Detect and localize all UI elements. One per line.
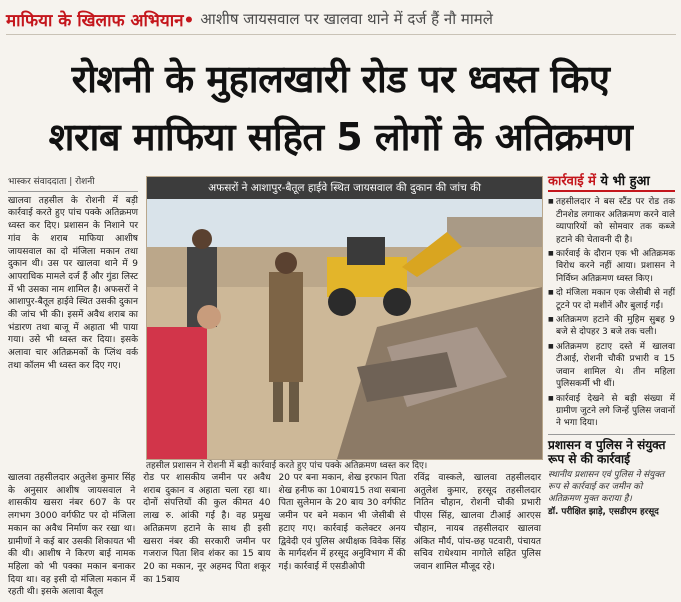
sidebar-title-plain: ये भी हुआ	[600, 174, 650, 189]
sidebar-item: ■ दो मंजिला मकान एक जेसीबी से नहीं टूटने पर दो मशीनें और बुलाई गईं।	[548, 287, 675, 312]
sidebar-item: ■ अतिक्रमण हटाने की मुहिम सुबह 9 बजे से दोपहर 3 बजे तक चली।	[548, 314, 675, 339]
sidebar-item: ■ कार्रवाई देखने से बड़ी संख्या में ग्रामीण जुटने लगे जिन्हें पुलिस जवानों ने भगा दिया।	[548, 393, 675, 430]
quote-attribution: डॉ. परीक्षित झाड़े, एसडीएम हरसूद	[548, 506, 659, 517]
campaign-label: माफिया के खिलाफ अभियान•	[6, 10, 195, 31]
bottom-column-1: खालवा तहसीलदार अतुलेश कुमार सिंह के अनुसार आशीष जायसवाल ने शासकीय खसरा नंबर 607 के पर लगभग 3000 वर्गफीट पर दो मंजिला मकान का अवैध निर्माण कर रखा था। ग्रामीणों ने कई बार उसकी शिकायत भी की थी। आशीष ने किरण बाई नामक महिला को भी पक्का मकान बनाकर दिया था। वह इसी दो मंजिला मकान में रहती थी। इसके अलावा बैतूल	[8, 473, 136, 598]
sidebar-list	[548, 196, 675, 429]
sidebar-box	[548, 176, 675, 518]
sidebar-item: ■ तहसीलदार ने बस स्टैंड पर रोड तक टीनशेड लगाकर अतिक्रमण करने वाले व्यापारियों को सोमवार तक कब्जे हटाने की चेतावनी दी है।	[548, 196, 675, 246]
left-column	[8, 176, 138, 373]
headline-line-2: शराब माफिया सहित 5 लोगों के अतिक्रमण	[48, 115, 633, 159]
sidebar-title	[548, 176, 675, 192]
sidebar-title-red: कार्रवाई में	[548, 174, 596, 189]
photo-title: अफसरों ने आशापुर-बैतूल हाईवे स्थित जायसवाल की दुकान की जांच की	[147, 177, 542, 199]
byline: भास्कर संवाददाता | रोशनी	[8, 176, 138, 192]
kicker-bar	[6, 4, 676, 35]
bottom-columns	[8, 472, 541, 599]
joint-action-subhead: प्रशासन व पुलिस ने संयुक्त रूप से की कार्रवाई	[548, 434, 675, 466]
news-photo	[146, 176, 543, 460]
bottom-column-4: रविंद्र वास्कले, खालवा तहसीलदार अतुलेश कुमार, हरसूद तहसीलदार नितिन चौहान, रोशनी चौकी प्रभारी पीएस सिंह, खालवा टीआई आरएस चौहान, नायब तहसीलदार खालवा अंकित मौर्य, पांच-छह पटवारी, पंचायत सचिव राधेश्याम नागोले सहित पुलिस जवान शामिल मौजूद रहे।	[413, 473, 541, 572]
sdm-quote: स्थानीय प्रशासन एवं पुलिस ने संयुक्त रूप से कार्रवाई कर जमीन को अतिक्रमण मुक्त कराया है।	[548, 469, 665, 504]
headline-line-1: रोशनी के मुहालखारी रोड पर ध्वस्त किए	[71, 57, 610, 101]
bottom-column-3: 20 पर बना मकान, शेख इरफान पिता शेख हनीफ का 10बाय15 तथा सबाना पिता सुलेमान के 20 बाय 30 वर्गफीट जमीन पर बने मकान भी जेसीबी से हटाए गए। कार्रवाई कलेक्टर अनय द्विवेदी एवं पुलिस अधीक्षक विवेक सिंह के मार्गदर्शन में हरसूद अनुविभाग में की गई। कार्रवाई में एसडीओपी	[278, 473, 406, 572]
photo-caption: तहसील प्रशासन ने रोशनी में बड़ी कार्रवाई करते हुए पांच पक्के अतिक्रमण ध्वस्त कर दिए।	[146, 461, 428, 471]
left-column-text: खालवा तहसील के रोशनी में बड़ी कार्रवाई करते हुए पांच पक्के अतिक्रमण ध्वस्त कर दिए। प्रशासन के निशाने पर गांव के शराब माफिया आशीष जायसवाल का दो मंजिला मकान तथा दुकान थी। उस पर खालवा थाने में 9 आपराधिक मामले दर्ज हैं और गुंडा लिस्ट में भी उसका नाम शामिल है। अफसरों ने आशापुर-बैतूल हाईवे स्थित उसकी दुकान की जांच भी की। इसमें अवैध शराब का भंडारण तथा बाजू में अहाता भी पाया गया। उसे भी ध्वस्त कर दिया। इसके अलावा चार अतिक्रमकों के प्लिंथ वर्क तथा कॉलम भी ध्वस्त कर दिए गए।	[8, 195, 138, 371]
demolition-scene-image	[147, 177, 542, 459]
sidebar-item: ■ कार्रवाई के दौरान एक भी अतिक्रमक विरोध करने नहीं आया। प्रशासन ने निर्विघ्न अतिक्रमण ध्वस्त किए।	[548, 248, 675, 285]
sidebar-item: ■ अतिक्रमण हटाए दस्ते में खालवा टीआई, रोशनी चौकी प्रभारी व 15 जवान शामिल थे। तीन महिला पुलिसकर्मी भी थीं।	[548, 341, 675, 391]
bottom-column-2: रोड पर शासकीय जमीन पर अवैध शराब दुकान व अहाता चला रहा था। दोनों संपत्तियों की कुल कीमत 40 लाख रु. आंकी गई है। वह प्रमुख अतिक्रमण हटाने के साथ ही इसी खसरा नंबर की सरकारी जमीन पर गजराज पिता शिव शंकर का 15 बाय 20 का मकान, नूर अहमद पिता शकूर का 15बाय	[143, 473, 271, 585]
case-note: आशीष जायसवाल पर खालवा थाने में दर्ज हैं नौ मामले	[200, 10, 493, 28]
